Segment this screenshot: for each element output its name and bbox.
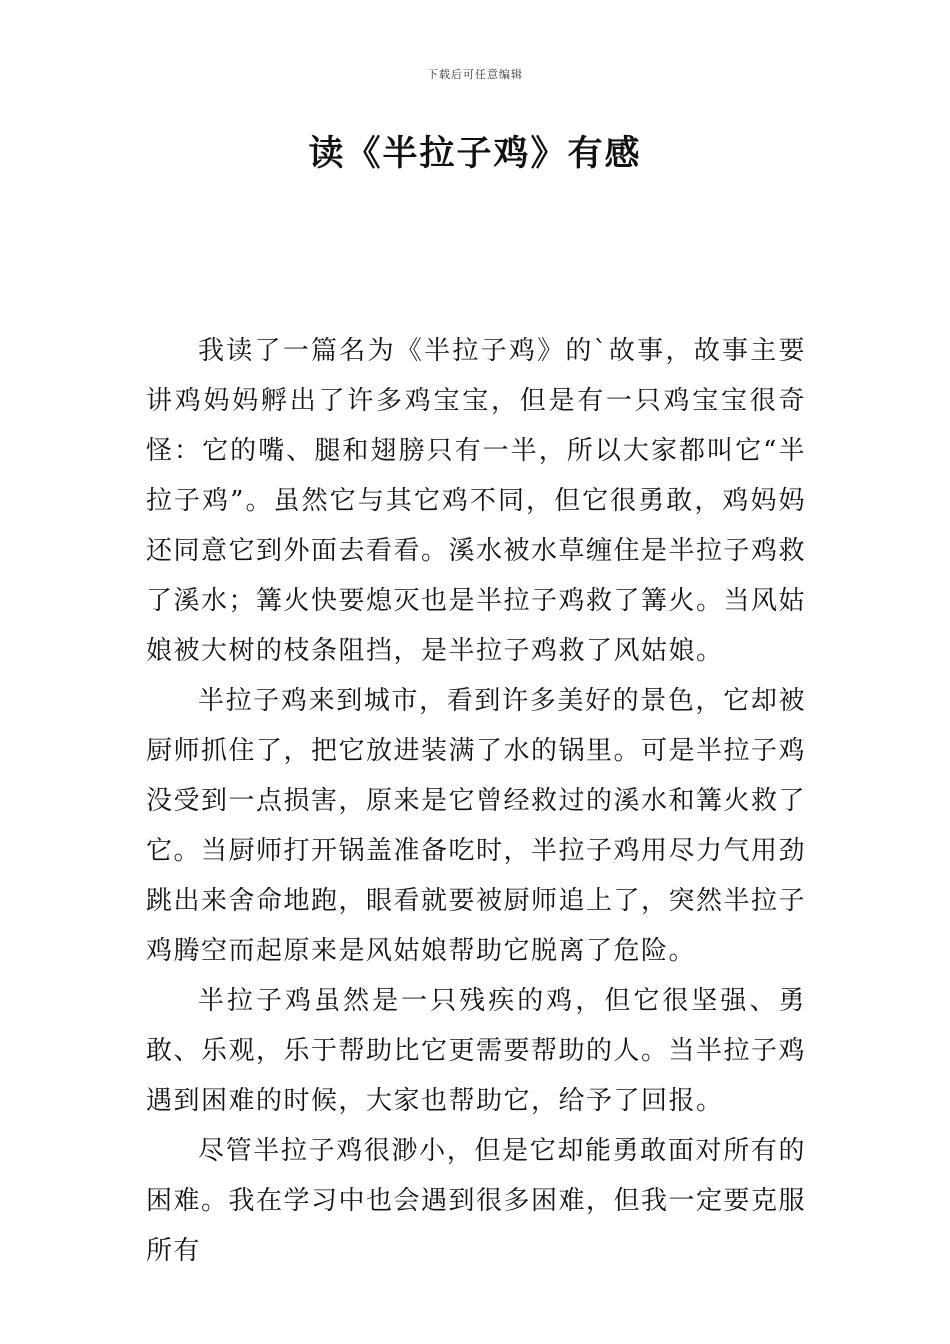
paragraph: 半拉子鸡来到城市，看到许多美好的景色，它却被厨师抓住了，把它放进装满了水的锅里。可是半拉子鸡没受到一点损害，原来是它曾经救过的溪水和篝火救了它。当厨师打开锅盖准备吃时，半拉子鸡用尽力气用劲跳出来舍命地跑，眼看就要被厨师追上了，突然半拉子鸡腾空而起原来是风姑娘帮助它脱离了危险。 <box>146 686 807 966</box>
header-note: 下载后可任意编辑 <box>427 68 523 81</box>
paragraph: 我读了一篇名为《半拉子鸡》的`故事，故事主要讲鸡妈妈孵出了许多鸡宝宝，但是有一只鸡宝宝很奇怪：它的嘴、腿和翅膀只有一半，所以大家都叫它“半拉子鸡”。虽然它与其它鸡不同，但它很勇敢，鸡妈妈还同意它到外面去看看。溪水被水草缠住是半拉子鸡救了溪水；篝火快要熄灭也是半拉子鸡救了篝火。当风姑娘被大树的枝条阻挡，是半拉子鸡救了风姑娘。 <box>146 336 807 666</box>
body-text <box>146 326 806 1276</box>
page-title: 读《半拉子鸡》有感 <box>308 134 642 174</box>
paragraph: 尽管半拉子鸡很渺小，但是它却能勇敢面对所有的困难。我在学习中也会遇到很多困难，但我一定要克服所有 <box>146 1136 807 1266</box>
paragraph: 半拉子鸡虽然是一只残疾的鸡，但它很坚强、勇敢、乐观，乐于帮助比它更需要帮助的人。当半拉子鸡遇到困难的时候，大家也帮助它，给予了回报。 <box>146 986 807 1116</box>
